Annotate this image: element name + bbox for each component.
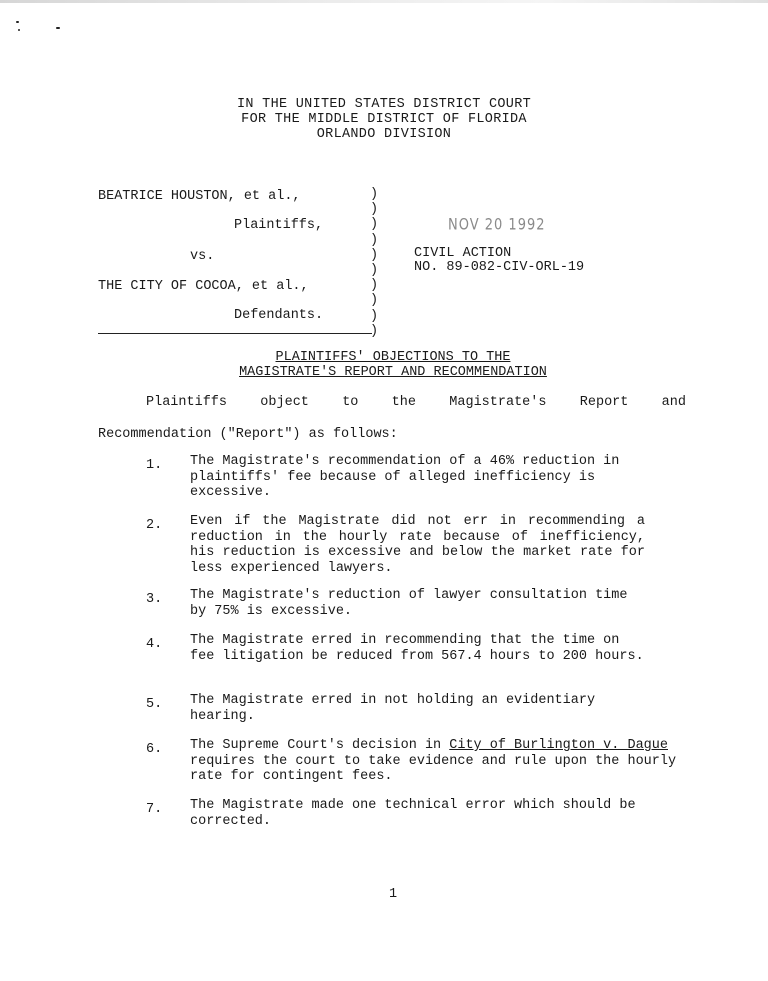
intro-line2: Recommendation ("Report") as follows: [98, 427, 398, 442]
document-title-line1: PLAINTIFFS' OBJECTIONS TO THE [275, 350, 511, 365]
scan-edge [0, 0, 768, 3]
intro-word: object [260, 395, 309, 410]
item-number: 6. [146, 742, 163, 757]
plaintiff-name: BEATRICE HOUSTON, et al., [98, 189, 301, 204]
page-number: 1 [388, 887, 398, 902]
caption-underline [98, 333, 372, 334]
item-text: The Magistrate's reduction of lawyer consultation time by 75% is excessive. [190, 588, 628, 619]
scan-speck [56, 27, 60, 29]
intro-line1 [146, 395, 686, 410]
item-number: 3. [146, 592, 163, 607]
civil-action-label: CIVIL ACTION [414, 246, 512, 261]
item-text: The Magistrate made one technical error which should be corrected. [190, 798, 636, 829]
item-text-prefix: The Supreme Court's decision in [190, 738, 450, 753]
case-number: NO. 89-082-CIV-ORL-19 [414, 260, 585, 275]
item-number: 2. [146, 518, 163, 533]
item-text: The Magistrate's recommendation of a 46% reduction in plaintiffs' fee because of alleged inefficiency is excessive. [190, 454, 620, 500]
item-text-suffix: requires the court to take evidence and rule upon the hourly rate for contingent fees. [190, 753, 677, 784]
item-number: 1. [146, 458, 163, 473]
intro-word: the [391, 395, 416, 410]
intro-word: Plaintiffs [146, 395, 228, 410]
case-citation: City of Burlington v. Dague [449, 738, 668, 753]
item-text: The Magistrate erred in not holding an evidentiary hearing. [190, 693, 596, 724]
court-division: ORLANDO DIVISION [316, 127, 452, 142]
scan-speck [18, 29, 20, 31]
received-date-stamp: NOV 20 1992 [448, 216, 546, 235]
court-name: IN THE UNITED STATES DISTRICT COURT [236, 97, 532, 112]
intro-word: to [342, 395, 359, 410]
item-text [190, 738, 690, 785]
scan-speck [16, 21, 19, 23]
defendant-role: Defendants. [234, 308, 324, 323]
intro-word: Report [579, 395, 629, 410]
intro-word: and [661, 395, 686, 410]
court-district: FOR THE MIDDLE DISTRICT OF FLORIDA [241, 112, 527, 127]
versus: vs. [190, 249, 215, 264]
item-text: Even if the Magistrate did not err in recommending a reduction in the hourly rate because of inefficiency, his reduction is excessive and below the market rate for less experienced lawyers. [190, 514, 645, 576]
item-number: 4. [146, 637, 163, 652]
plaintiff-role: Plaintiffs, [234, 218, 324, 233]
document-title-line2: MAGISTRATE'S REPORT AND RECOMMENDATION [239, 365, 547, 380]
item-number: 5. [146, 697, 163, 712]
defendant-name: THE CITY OF COCOA, et al., [98, 279, 309, 294]
caption-parens: ) ) ) ) ) ) ) ) ) ) [370, 187, 379, 339]
item-number: 7. [146, 802, 163, 817]
intro-word: Magistrate's [449, 395, 547, 410]
item-text: The Magistrate erred in recommending that the time on fee litigation be reduced from 567.4 hours to 200 hours. [190, 633, 644, 664]
